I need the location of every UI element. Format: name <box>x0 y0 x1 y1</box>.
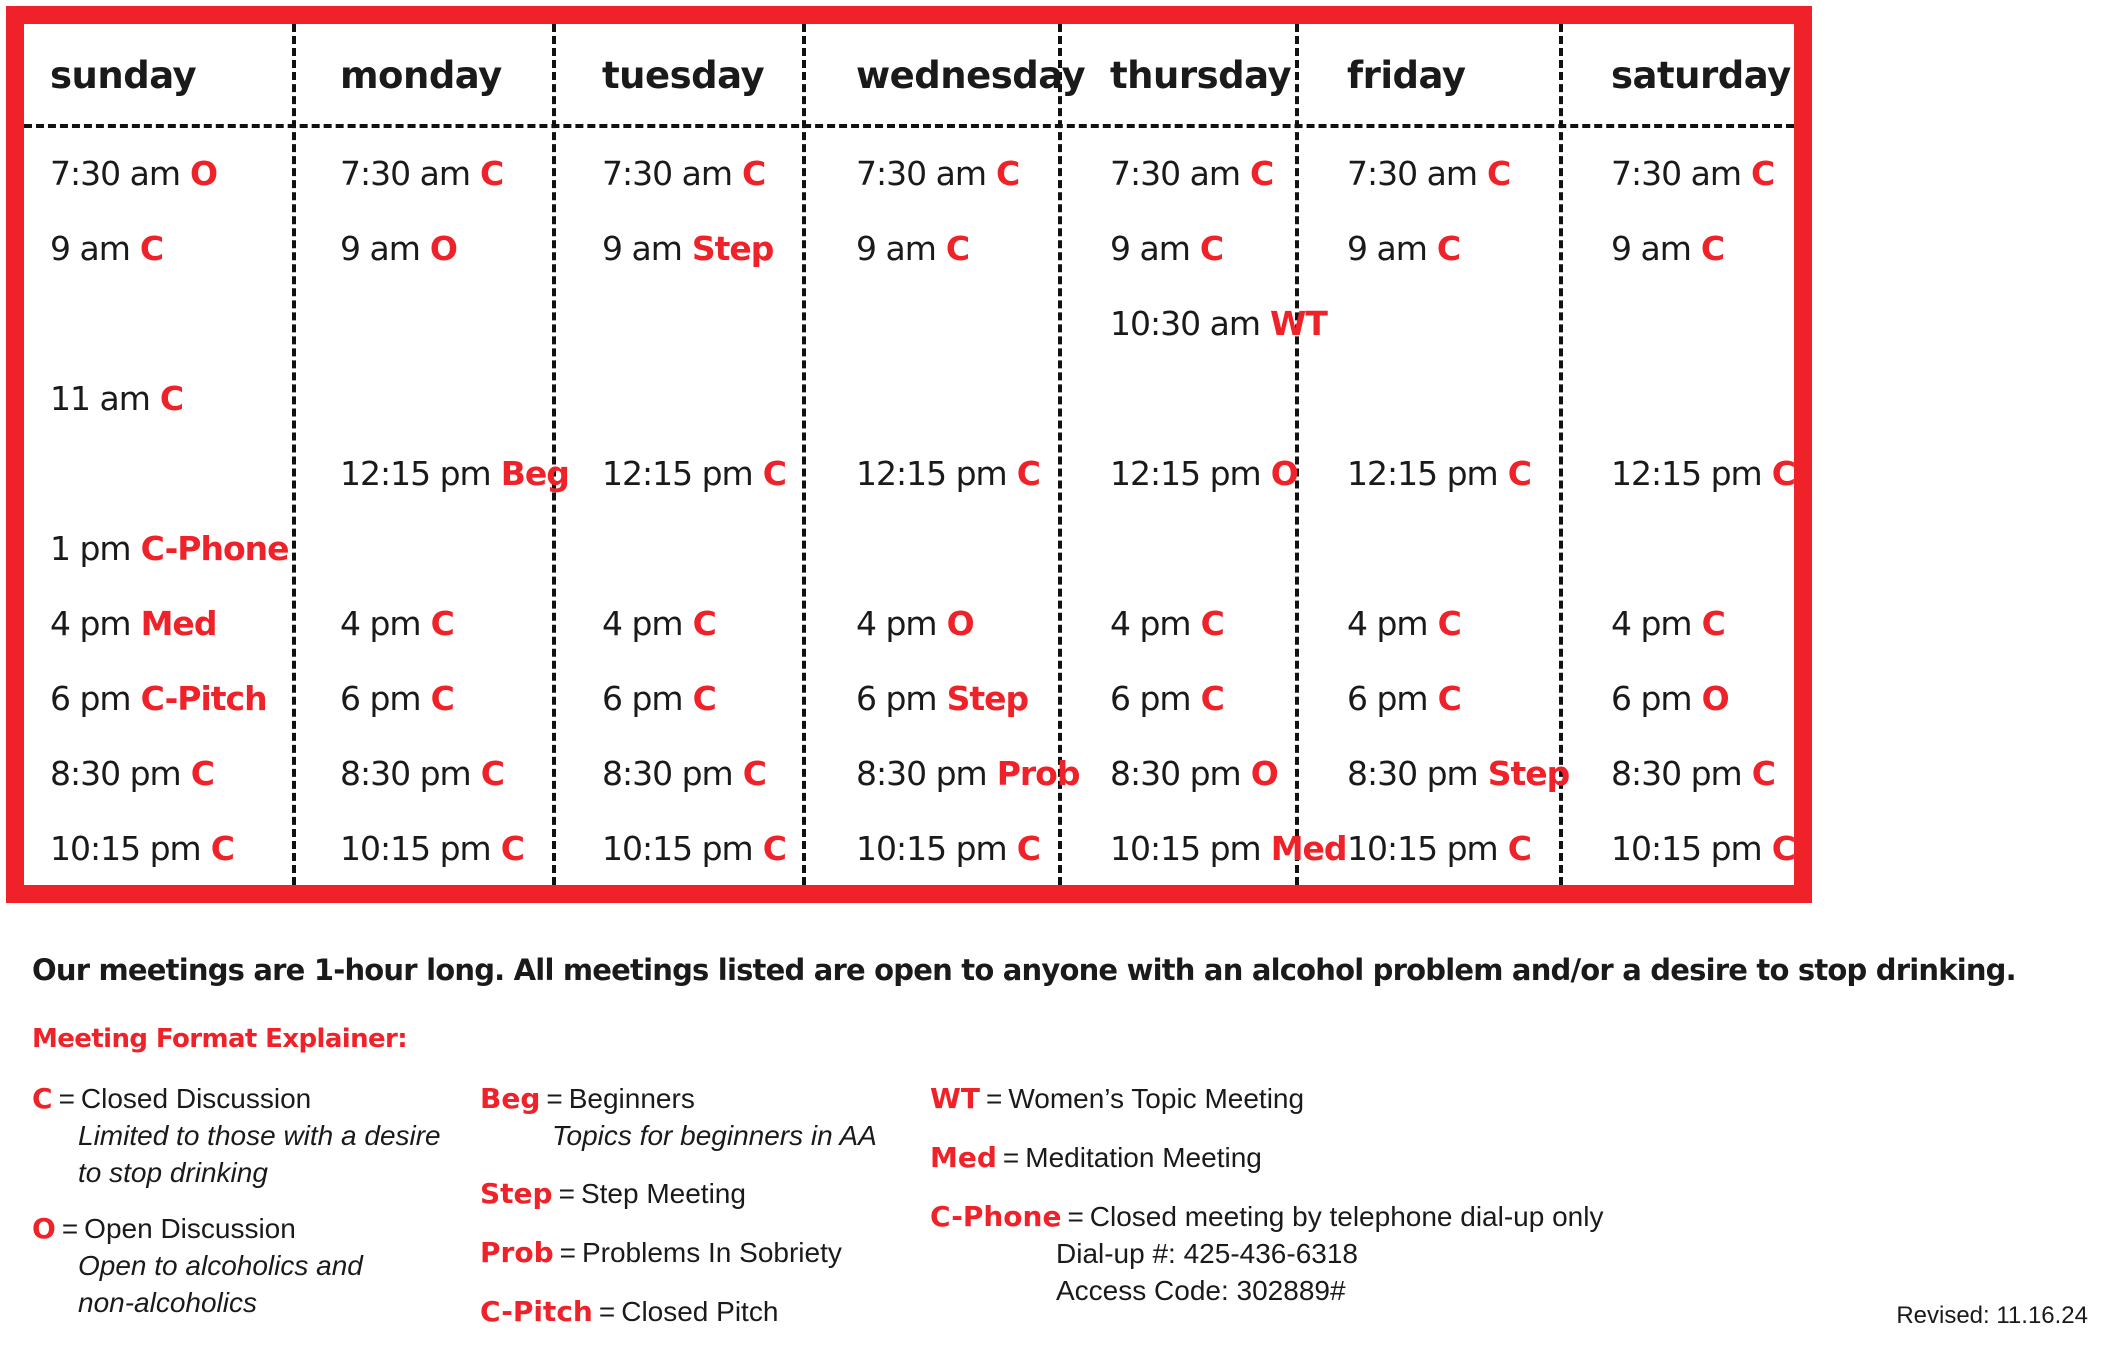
meeting-slot <box>340 604 454 643</box>
legend-equals: = <box>558 1178 575 1209</box>
legend-code: Prob <box>480 1236 554 1269</box>
meeting-format-code: C <box>1249 154 1274 193</box>
legend-equals: = <box>546 1083 563 1114</box>
meeting-time: 4 pm <box>1347 604 1428 643</box>
meeting-time: 6 pm <box>1347 679 1428 718</box>
meeting-time: 10:15 pm <box>340 829 491 868</box>
meeting-time: 4 pm <box>50 604 131 643</box>
meeting-format-code: C <box>1751 754 1775 793</box>
meeting-format-code: C-Phone <box>140 529 289 568</box>
meeting-time: 4 pm <box>856 604 937 643</box>
meeting-slot <box>340 679 454 718</box>
legend-equals: = <box>1002 1142 1020 1173</box>
meeting-format-code: C <box>1199 229 1224 268</box>
legend-item-beg <box>480 1080 877 1154</box>
meeting-time: 10:15 pm <box>602 829 753 868</box>
meeting-time: 10:15 pm <box>856 829 1007 868</box>
meeting-time: 1 pm <box>50 529 131 568</box>
meeting-slot <box>1611 754 1775 793</box>
meeting-time: 8:30 pm <box>602 754 733 793</box>
header-divider <box>24 124 1794 128</box>
meeting-time: 8:30 pm <box>1110 754 1241 793</box>
meeting-slot <box>1611 604 1725 643</box>
meeting-slot <box>602 754 766 793</box>
meeting-format-code: C <box>692 679 716 718</box>
meeting-time: 6 pm <box>602 679 683 718</box>
meeting-time: 4 pm <box>1611 604 1692 643</box>
legend-equals: = <box>598 1296 616 1327</box>
meeting-format-code: C <box>1436 229 1461 268</box>
meeting-format-code: Step <box>1487 754 1570 793</box>
legend-item-step <box>480 1175 746 1212</box>
meeting-slot <box>1611 829 1795 868</box>
intro-text: Our meetings are 1-hour long. All meetings listed are open to anyone with an alcohol problem and/or a desire to stop drinking. <box>32 953 2016 987</box>
meeting-format-code: C <box>1507 829 1531 868</box>
meeting-time: 12:15 pm <box>340 454 491 493</box>
day-header: wednesday <box>856 54 1086 97</box>
legend-equals: = <box>58 1083 75 1114</box>
meeting-slot <box>856 454 1040 493</box>
meeting-time: 10:15 pm <box>50 829 201 868</box>
meeting-time: 8:30 pm <box>340 754 471 793</box>
meeting-format-code: O <box>429 229 457 268</box>
meeting-slot <box>1110 679 1224 718</box>
legend-item-c-pitch <box>480 1293 778 1330</box>
meeting-slot <box>340 454 569 493</box>
legend-desc: to stop drinking <box>78 1157 268 1188</box>
access-code: Access Code: 302889# <box>1056 1275 1346 1306</box>
meeting-time: 12:15 pm <box>602 454 753 493</box>
meeting-slot <box>602 604 716 643</box>
legend-code: C-Phone <box>930 1200 1062 1233</box>
meeting-format-code: C <box>500 829 524 868</box>
meeting-format-code: C <box>139 229 164 268</box>
day-header: thursday <box>1110 54 1292 97</box>
day-header: saturday <box>1611 54 1791 97</box>
meeting-format-code: C <box>995 154 1020 193</box>
legend-label: Women’s Topic Meeting <box>1008 1083 1305 1114</box>
meeting-time: 12:15 pm <box>856 454 1007 493</box>
meeting-slot <box>1347 604 1461 643</box>
meeting-slot <box>1110 229 1223 268</box>
meeting-slot <box>1110 754 1278 793</box>
meeting-format-code: C <box>430 604 454 643</box>
meeting-slot <box>602 154 765 193</box>
meeting-time: 8:30 pm <box>1611 754 1742 793</box>
meeting-time: 6 pm <box>1110 679 1191 718</box>
meeting-slot <box>856 754 1079 793</box>
legend-label: Meditation Meeting <box>1025 1142 1262 1173</box>
meeting-format-code: Med <box>1270 829 1347 868</box>
legend-desc: Open to alcoholics and <box>78 1250 363 1281</box>
meeting-slot <box>50 754 214 793</box>
meeting-slot <box>50 679 267 718</box>
meeting-format-code: Med <box>140 604 217 643</box>
legend-equals: = <box>61 1213 79 1244</box>
legend-code: Med <box>930 1141 997 1174</box>
meeting-slot <box>1347 454 1531 493</box>
legend-equals: = <box>559 1237 576 1268</box>
legend-item-c-phone <box>930 1198 1603 1309</box>
schedule-grid <box>24 24 1794 885</box>
legend-item-c <box>32 1080 441 1191</box>
meeting-slot <box>50 604 216 643</box>
column-divider <box>292 24 296 885</box>
meeting-time: 6 pm <box>50 679 131 718</box>
legend-desc: non-alcoholics <box>78 1287 257 1318</box>
meeting-slot <box>1611 679 1729 718</box>
meeting-slot <box>340 754 504 793</box>
legend-code: C <box>32 1082 53 1115</box>
meeting-time: 7:30 am <box>340 154 470 193</box>
meeting-format-code: C <box>742 754 766 793</box>
legend-item-med <box>930 1139 1262 1176</box>
meeting-format-code: C <box>692 604 716 643</box>
meeting-slot <box>340 229 457 268</box>
meeting-time: 9 am <box>340 229 420 268</box>
meeting-time: 11 am <box>50 379 150 418</box>
meeting-slot <box>1110 454 1298 493</box>
meeting-time: 10:30 am <box>1110 304 1260 343</box>
meeting-slot <box>602 229 773 268</box>
meeting-time: 8:30 pm <box>1347 754 1478 793</box>
legend-code: C-Pitch <box>480 1295 593 1328</box>
meeting-format-code: C <box>1750 154 1775 193</box>
meeting-format-code: C <box>1507 454 1531 493</box>
meeting-format-code: C <box>479 154 504 193</box>
legend-item-prob <box>480 1234 842 1271</box>
meeting-format-code: O <box>189 154 218 193</box>
meeting-format-code: O <box>1250 754 1278 793</box>
meeting-format-code: C <box>480 754 504 793</box>
meeting-format-code: Step <box>691 229 774 268</box>
meeting-slot <box>1611 454 1795 493</box>
legend-label: Closed Pitch <box>621 1296 779 1327</box>
meeting-format-code: C <box>1486 154 1511 193</box>
meeting-format-code: C <box>945 229 970 268</box>
meeting-slot <box>1347 154 1510 193</box>
legend-label: Open Discussion <box>84 1213 296 1244</box>
meeting-slot <box>1347 829 1531 868</box>
legend-label: Step Meeting <box>580 1178 746 1209</box>
meeting-slot <box>1611 229 1724 268</box>
legend-code: O <box>32 1212 56 1245</box>
meeting-slot <box>1347 679 1461 718</box>
revised-date: Revised: 11.16.24 <box>1896 1302 2088 1329</box>
meeting-time: 7:30 am <box>1110 154 1240 193</box>
meeting-time: 10:15 pm <box>1347 829 1498 868</box>
meeting-format-code: Prob <box>996 754 1080 793</box>
meeting-slot <box>856 229 969 268</box>
meeting-slot <box>1347 754 1569 793</box>
day-header: sunday <box>50 54 197 97</box>
legend-equals: = <box>985 1083 1003 1114</box>
schedule-frame <box>6 6 1812 903</box>
legend-item-o <box>32 1210 363 1321</box>
meeting-time: 9 am <box>1110 229 1190 268</box>
meeting-time: 10:15 pm <box>1611 829 1762 868</box>
meeting-format-code: O <box>1701 679 1729 718</box>
meeting-slot <box>602 454 786 493</box>
meeting-format-code: C <box>741 154 766 193</box>
meeting-format-code: C <box>1016 829 1040 868</box>
meeting-time: 6 pm <box>856 679 937 718</box>
meeting-format-code: C-Pitch <box>140 679 267 718</box>
meeting-time: 10:15 pm <box>1110 829 1261 868</box>
meeting-time: 7:30 am <box>1347 154 1477 193</box>
meeting-slot <box>50 154 217 193</box>
meeting-slot <box>1110 304 1327 343</box>
meeting-time: 6 pm <box>1611 679 1692 718</box>
legend-code: Beg <box>480 1082 541 1115</box>
meeting-time: 9 am <box>856 229 936 268</box>
meeting-format-code: WT <box>1269 304 1327 343</box>
meeting-slot <box>50 829 234 868</box>
meeting-format-code: C <box>210 829 234 868</box>
legend-label: Closed Discussion <box>80 1083 312 1114</box>
meeting-time: 7:30 am <box>602 154 732 193</box>
explainer-title: Meeting Format Explainer: <box>32 1024 408 1054</box>
meeting-slot <box>50 229 163 268</box>
meeting-time: 4 pm <box>1110 604 1191 643</box>
meeting-time: 12:15 pm <box>1347 454 1498 493</box>
meeting-time: 9 am <box>50 229 130 268</box>
meeting-time: 12:15 pm <box>1611 454 1762 493</box>
meeting-format-code: C <box>1771 829 1795 868</box>
meeting-format-code: C <box>1771 454 1795 493</box>
meeting-slot <box>1347 229 1460 268</box>
meeting-format-code: C <box>762 454 786 493</box>
meeting-format-code: C <box>159 379 184 418</box>
day-header: friday <box>1347 54 1466 97</box>
meeting-time: 9 am <box>1347 229 1427 268</box>
meeting-time: 8:30 pm <box>50 754 181 793</box>
legend-label: Beginners <box>568 1083 695 1114</box>
meeting-slot <box>50 529 289 568</box>
legend-code: WT <box>930 1082 980 1115</box>
meeting-format-code: C <box>190 754 214 793</box>
legend-item-wt <box>930 1080 1304 1117</box>
meeting-slot <box>340 154 503 193</box>
meeting-format-code: C <box>1200 604 1224 643</box>
meeting-slot <box>856 604 974 643</box>
meeting-format-code: O <box>1270 454 1298 493</box>
legend-label: Closed meeting by telephone dial-up only <box>1089 1201 1604 1232</box>
meeting-format-code: C <box>1016 454 1040 493</box>
day-header: tuesday <box>602 54 765 97</box>
meeting-slot <box>340 829 524 868</box>
meeting-time: 7:30 am <box>50 154 180 193</box>
meeting-slot <box>856 679 1028 718</box>
meeting-time: 7:30 am <box>856 154 986 193</box>
meeting-slot <box>1611 154 1774 193</box>
meeting-time: 9 am <box>602 229 682 268</box>
meeting-slot <box>602 829 786 868</box>
legend-desc: Limited to those with a desire <box>78 1120 441 1151</box>
meeting-format-code: Step <box>946 679 1029 718</box>
meeting-format-code: C <box>1200 679 1224 718</box>
meeting-format-code: C <box>762 829 786 868</box>
legend-label: Problems In Sobriety <box>581 1237 842 1268</box>
meeting-slot <box>1110 829 1347 868</box>
legend-desc: Topics for beginners in AA <box>552 1120 877 1151</box>
legend-equals: = <box>1067 1201 1084 1232</box>
legend-code: Step <box>480 1177 553 1210</box>
meeting-format-code: C <box>1437 679 1461 718</box>
meeting-time: 4 pm <box>602 604 683 643</box>
meeting-format-code: C <box>1701 604 1725 643</box>
meeting-time: 9 am <box>1611 229 1691 268</box>
meeting-time: 7:30 am <box>1611 154 1741 193</box>
meeting-time: 6 pm <box>340 679 421 718</box>
meeting-slot <box>602 679 716 718</box>
meeting-slot <box>50 379 183 418</box>
meeting-time: 12:15 pm <box>1110 454 1261 493</box>
meeting-format-code: O <box>946 604 974 643</box>
meeting-slot <box>856 829 1040 868</box>
meeting-format-code: C <box>1700 229 1725 268</box>
dialup-number: Dial-up #: 425-436-6318 <box>1056 1238 1358 1269</box>
meeting-slot <box>1110 604 1224 643</box>
meeting-slot <box>856 154 1019 193</box>
meeting-format-code: Beg <box>500 454 569 493</box>
meeting-format-code: C <box>1437 604 1461 643</box>
meeting-slot <box>1110 154 1273 193</box>
meeting-time: 8:30 pm <box>856 754 987 793</box>
meeting-format-code: C <box>430 679 454 718</box>
day-header: monday <box>340 54 502 97</box>
meeting-time: 4 pm <box>340 604 421 643</box>
column-divider <box>802 24 806 885</box>
